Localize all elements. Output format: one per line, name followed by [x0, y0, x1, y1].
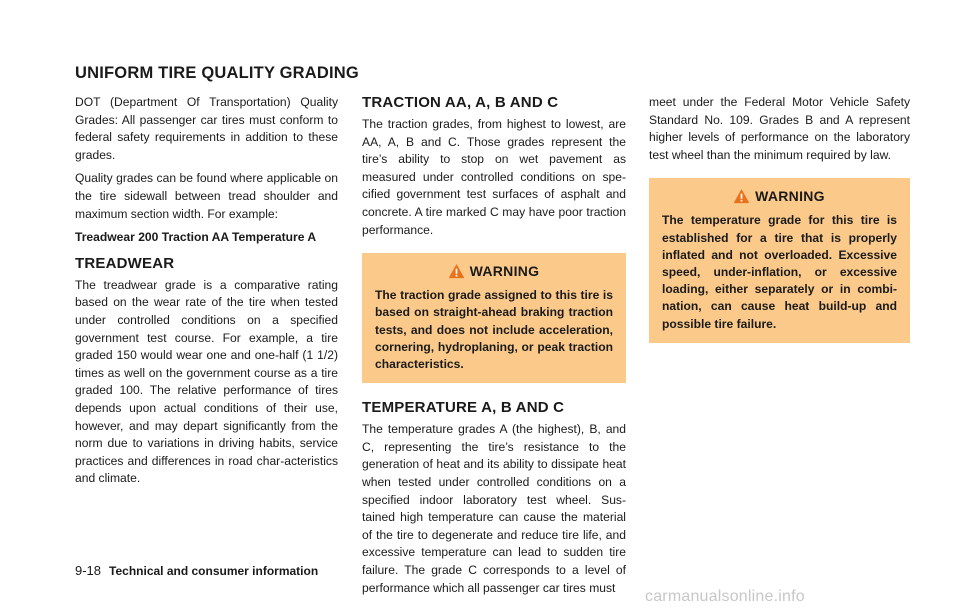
column-right [649, 94, 910, 353]
temperature-heading: TEMPERATURE A, B AND C [362, 399, 565, 417]
traction-heading: TRACTION AA, A, B AND C [362, 94, 559, 111]
page-number: 9-18 [75, 563, 102, 578]
warning-title: WARNING [755, 188, 825, 205]
traction-warning-text: The traction grade assigned to this tire is based on straight-ahead braking traction tests, and does not include acceleration, cornering, hydroplaning, or peak traction characteristics. [375, 288, 613, 371]
treadwear-paragraph: The treadwear grade is a comparative rating based on the wear rate of the tire when tested under controlled conditions on a specified government test course. For example, a tire graded 150 would wear one and one-half (1 1/2) times as well on the government course as a tire graded 100. The relative performance of tires depends upon actual conditions of their use, however, and may depart significantly from the norm due to variations in driving habits, service practices and differences in road char-acteristics and climate. [75, 277, 338, 486]
warning-triangle-icon [449, 264, 464, 279]
page-footer [75, 563, 318, 578]
grading-example: Treadwear 200 Traction AA Temperature A [75, 230, 317, 245]
temperature-warning-text: The temperature grade for this tire is established for a tire that is properly inflated and not overloaded. Excessive speed, under-inflation, or excessive loading, either separately or in combi-nation, can cause heat build-up and possible tire failure. [662, 213, 897, 331]
warning-triangle-icon [734, 189, 749, 204]
page-title: UNIFORM TIRE QUALITY GRADING [75, 64, 359, 82]
column-middle [362, 94, 626, 603]
column-left [75, 94, 338, 494]
warning-title: WARNING [469, 263, 540, 280]
footer-section-title: Technical and consumer information [109, 564, 319, 578]
traction-warning-box [362, 253, 626, 383]
warning-header [662, 188, 897, 204]
warning-header [375, 263, 613, 279]
treadwear-heading: TREADWEAR [75, 254, 175, 272]
watermark: carmanualsonline.info [645, 588, 805, 605]
temperature-continuation: meet under the Federal Motor Vehicle Safety Standard No. 109. Grades B and A represent higher levels of performance on the laboratory test wheel than the minimum required by law. [649, 95, 910, 162]
traction-paragraph: The traction grades, from highest to lowest, are AA, A, B and C. Those grades represent the tire’s ability to stop on wet pavement as measured under controlled conditions on spe-cified government test surfaces of asphalt and concrete. A tire marked C may have poor traction performance. [362, 117, 626, 237]
intro-paragraph: DOT (Department Of Transportation) Quality Grades: All passenger car tires must conform to federal safety requirements in addition to these grades. [75, 95, 338, 162]
quality-grades-paragraph: Quality grades can be found where applicable on the tire sidewall between tread shoulder and maximum section width. For example: [75, 171, 338, 221]
temperature-warning-box [649, 178, 910, 342]
temperature-paragraph: The temperature grades A (the highest), B, and C, representing the tire’s resistance to the generation of heat and its ability to dissipate heat when tested under controlled conditions on a specified indoor laboratory test wheel. Sus-tained high temperature can cause the material of the tire to degenerate and reduce tire life, and excessive temperature can lead to sudden tire failure. The grade C corresponds to a level of performance which all passenger car tires must [362, 422, 626, 595]
